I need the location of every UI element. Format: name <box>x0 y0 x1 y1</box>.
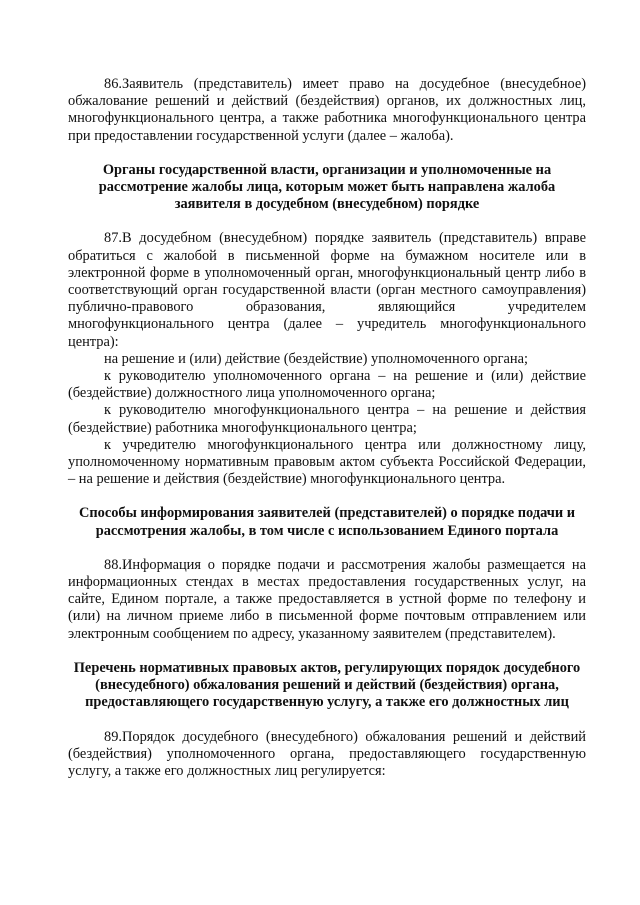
paragraph-87-item-3: к руководителю многофункционального центра – на решение и действия (бездействие) работника многофункционального центра; <box>68 402 586 436</box>
spacer <box>68 712 586 729</box>
section-heading-regulatory-acts: Перечень нормативных правовых актов, регулирующих порядок досудебного (внесудебного) обжалования решений и действий (бездействия) органа, предоставляющего государственную услугу, а также его должностных лиц <box>73 659 581 711</box>
paragraph-86: 86.Заявитель (представитель) имеет право на досудебное (внесудебное) обжалование решений и действий (бездействия) органов, их должностных лиц, многофункционального центра, а также работника многофункционального центра при предоставлении государственной услуги (далее – жалоба). <box>68 76 586 144</box>
spacer <box>68 643 586 660</box>
section-heading-informing-methods: Способы информирования заявителей (представителей) о порядке подачи и рассмотрения жалобы, в том числе с использованием Единого портала <box>78 505 576 539</box>
spacer <box>68 213 586 230</box>
paragraph-89: 89.Порядок досудебного (внесудебного) обжалования решений и действий (бездействия) уполномоченного органа, предоставляющего государственную услугу, а также его должностных лиц регулируется: <box>68 728 586 779</box>
spacer <box>68 145 586 162</box>
paragraph-87-item-2: к руководителю уполномоченного органа – на решение и (или) действие (бездействие) должностного лица уполномоченного органа; <box>68 368 586 402</box>
section-heading-complaint-bodies: Органы государственной власти, организации и уполномоченные на рассмотрение жалобы лица, которым может быть направлена жалоба заявителя в досудебном (внесудебном) порядке <box>98 161 556 213</box>
paragraph-87: 87.В досудебном (внесудебном) порядке заявитель (представитель) вправе обратиться с жалобой в письменной форме на бумажном носителе или в электронной форме в уполномоченный орган, многофункциональный центр либо в соответствующий орган государственной власти (орган местного самоуправления) публично-правового образования, являющийся учредителем многофункционального центра (далее – учредитель многофункционального центра): <box>68 230 586 350</box>
paragraph-88: 88.Информация о порядке подачи и рассмотрения жалобы размещается на информационных стендах в местах предоставления государственных услуг, на сайте, Едином портале, а также предоставляется в устной форме по телефону и (или) на личном приеме либо в письменной форме почтовым отправлением или электронным сообщением по адресу, указанному заявителем (представителем). <box>68 556 586 642</box>
paragraph-87-item-1: на решение и (или) действие (бездействие) уполномоченного органа; <box>104 350 528 367</box>
spacer <box>68 540 586 557</box>
paragraph-87-item-4: к учредителю многофункционального центра или должностному лицу, уполномоченному нормативным правовым актом субъекта Российской Федерации, – на решение и действия (бездействие) многофункционального центра. <box>68 436 586 488</box>
spacer <box>68 488 586 505</box>
